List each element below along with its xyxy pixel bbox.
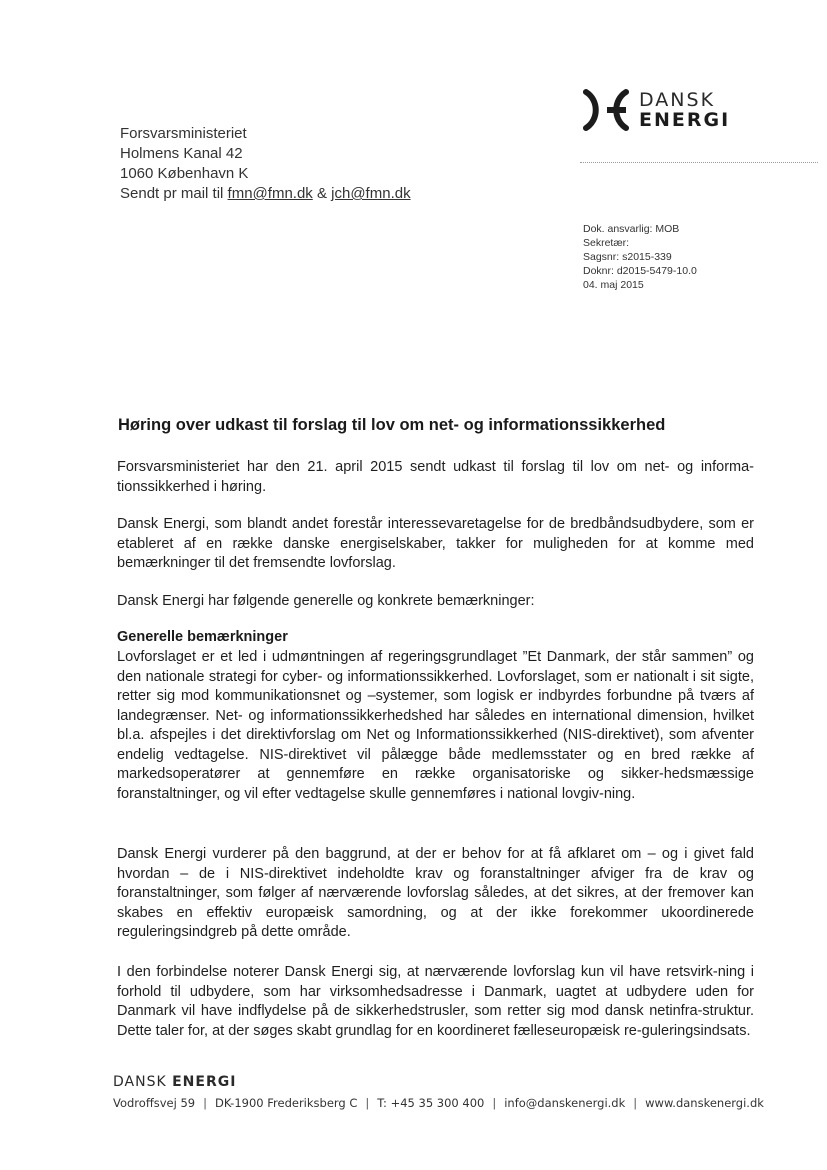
logo-text-energi: ENERGI [639,109,731,131]
footer-website[interactable]: www.danskenergi.dk [645,1096,764,1110]
address-line-3: 1060 København K [120,165,249,182]
footer-separator: | [633,1096,638,1110]
recipient-address [120,124,411,204]
logo-text-dansk: DANSK [639,89,716,111]
paragraph-5: Dansk Energi vurderer på den baggrund, at der er behov for at få afklaret om – og i givet fald hvordan – de i NIS-direktivet indeholdte krav og foranstaltninger afviger fra de krav og foranstaltninger, som følger af nærværende lovforslag således, at det sikres, at der fremover kan skabes en effektiv europæisk samordning, og at der ikke forekommer ukoordinerede reguleringsindgreb på dette område. [117,846,754,940]
footer-contact [113,1096,764,1110]
meta-date: 04. maj 2015 [583,279,644,291]
footer-street: Vodroffsvej 59 [113,1096,196,1110]
letter-title: Høring over udkast til forslag til lov om net- og informationssikkerhed [118,416,666,434]
footer-separator: | [203,1096,207,1110]
paragraph-4: Lovforslaget er et led i udmøntningen af regeringsgrundlaget ”Et Danmark, der står sammen” og den nationale strategi for cyber- og informationssikkerhed. Lovforslaget, som er nationalt i sit sigte, retter sig mod kommunikationsnet og –systemer, som logisk er indbyrdes forbundne på tværs af landegrænser. Net- og informationssikkerhedshed har således en international dimension, hvilket bl.a. afspejles i det direktivforslag om Net og Informationssikkerhed (NIS-direktivet), som afventer endelig vedtagelse. NIS-direktivet vil pålægge både medlemsstater og en bred række af markedsoperatører at gennemføre en række organisatoriske og sikker-hedsmæssige foranstaltninger, og vil efter vedtagelse skulle gennemføres i national lovgiv-ning. [117,649,754,802]
address-mail-line [120,184,411,204]
footer-separator: | [365,1096,370,1110]
address-line-1: Forsvarsministeriet [120,125,247,142]
paragraph-6: I den forbindelse noterer Dansk Energi sig, at nærværende lovforslag kun vil have retsvirk-ning i forhold til udbydere, som har virksomhedsadresse i Danmark, uagtet at udbydere uden for Danmark vil have indflydelse på de sikkerhedstrusler, som retter sig mod dansk netinfra-struktur. Dette taler for, at der søges skabt grundlag for en koordineret fælleseuropæisk re-guleringsindsats. [117,964,754,1039]
meta-case-number: Sagsnr: s2015-339 [583,251,672,263]
paragraph-1: Forsvarsministeriet har den 21. april 2015 sendt udkast til forslag til lov om net- og informa-tionssikkerhed i høring. [117,459,754,495]
meta-doc-number: Doknr: d2015-5479-10.0 [583,265,697,277]
footer-brand-energi: ENERGI [172,1074,237,1090]
mail-link-jch[interactable]: jch@fmn.dk [331,185,411,202]
header-divider [580,162,818,163]
document-meta [583,222,697,292]
meta-secretary: Sekretær: [583,237,630,249]
footer-brand-dansk: DANSK [113,1074,167,1090]
dansk-energi-logo [583,88,730,132]
address-line-2: Holmens Kanal 42 [120,145,243,162]
footer-separator: | [492,1096,497,1110]
paragraph-3: Dansk Energi har følgende generelle og konkrete bemærkninger: [117,593,535,609]
footer-brand [113,1074,236,1090]
section-heading: Generelle bemærkninger [117,629,288,645]
paragraph-2: Dansk Energi, som blandt andet forestår interessevaretagelse for de bredbåndsudbydere, som er etableret af en række danske energiselskaber, takker for muligheden for at komme med bemærkninger til det fremsendte lovforslag. [117,516,754,571]
mail-link-fmn[interactable]: fmn@fmn.dk [227,185,313,202]
mail-ampersand: & [316,185,327,202]
footer-email[interactable]: info@danskenergi.dk [504,1096,626,1110]
footer-city: DK-1900 Frederiksberg C [214,1096,358,1110]
dansk-energi-logo-mark-icon [583,88,629,132]
meta-responsible: Dok. ansvarlig: MOB [583,223,680,235]
mail-prefix: Sendt pr mail til [120,185,224,202]
footer-phone: T: +45 35 300 400 [377,1096,485,1110]
